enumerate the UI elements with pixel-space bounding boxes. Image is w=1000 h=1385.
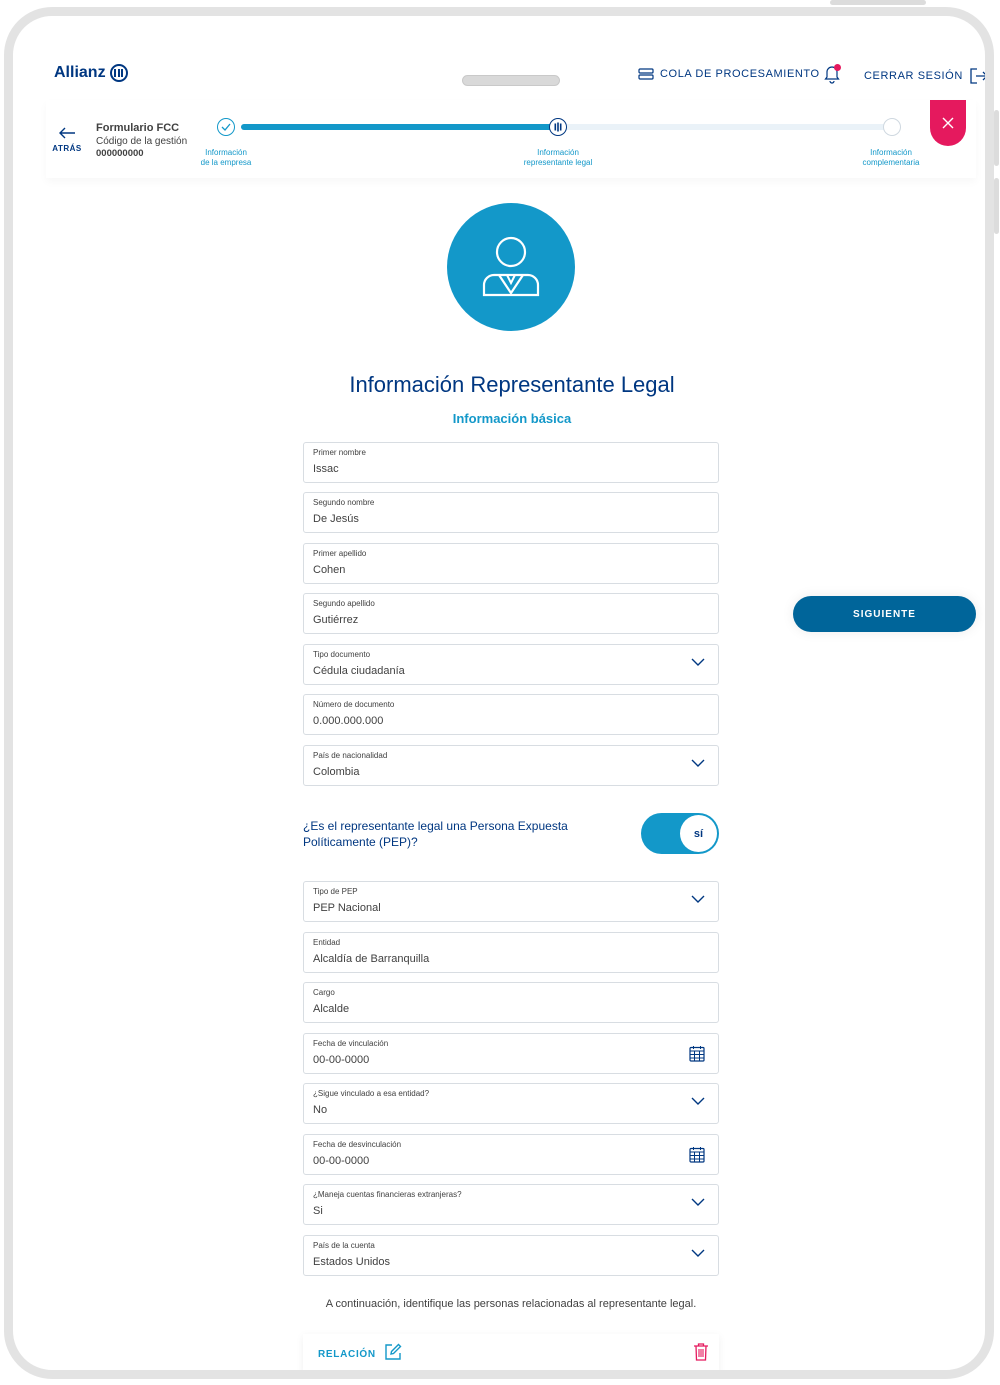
position-field[interactable] (303, 982, 719, 1023)
field-label: País de la cuenta (313, 1241, 375, 1250)
nationality-select[interactable] (303, 745, 719, 786)
close-form-button[interactable] (930, 100, 966, 146)
start-date-field[interactable] (303, 1033, 719, 1074)
step-legal-representative[interactable] (549, 118, 567, 136)
second-name-field[interactable] (303, 492, 719, 533)
field-value: 00-00-0000 (313, 1155, 370, 1167)
notification-badge (834, 64, 841, 71)
entity-field[interactable] (303, 932, 719, 973)
chevron-down-icon (691, 894, 705, 904)
still-linked-select[interactable] (303, 1083, 719, 1124)
logout-link[interactable] (864, 68, 989, 84)
allianz-eagle-icon (552, 121, 564, 133)
representative-avatar (447, 203, 575, 331)
logout-label: CERRAR SESIÓN (864, 70, 963, 82)
field-value: 00-00-0000 (313, 1054, 370, 1066)
pep-question: ¿Es el representante legal una Persona Expuesta Políticamente (PEP)? (303, 819, 568, 849)
field-value: Estados Unidos (313, 1256, 391, 1268)
arrow-left-icon (58, 126, 76, 140)
field-label: País de nacionalidad (313, 751, 388, 760)
field-value: Gutiérrez (313, 614, 359, 626)
field-value: Cédula ciudadanía (313, 665, 405, 677)
foreign-accounts-select[interactable] (303, 1184, 719, 1225)
chevron-down-icon (691, 657, 705, 667)
field-value: Alcalde (313, 1003, 350, 1015)
field-label: Primer nombre (313, 448, 366, 457)
back-label: ATRÁS (52, 144, 82, 153)
chevron-down-icon (691, 1197, 705, 1207)
step-complementary-info[interactable] (883, 118, 901, 136)
field-label: Cargo (313, 988, 335, 997)
field-label: ¿Maneja cuentas financieras extranjeras? (313, 1190, 462, 1199)
page-title: Información Representante Legal (349, 372, 675, 397)
form-title: Formulario FCC (96, 122, 180, 134)
form-stepper-bar (46, 100, 976, 178)
document-type-select[interactable] (303, 644, 719, 685)
management-code-value: 000000000 (96, 148, 144, 159)
pep-toggle[interactable] (641, 813, 719, 854)
processing-queue-link[interactable] (638, 68, 820, 80)
step-label-complementary (836, 148, 946, 168)
section-title: Información básica (452, 411, 572, 426)
tablet-frame (4, 7, 994, 1379)
relation-item (303, 1334, 719, 1374)
trash-icon[interactable] (693, 1342, 709, 1362)
back-button[interactable] (51, 126, 83, 153)
field-value: No (313, 1104, 328, 1116)
tablet-side-button (994, 110, 999, 166)
step-label-line: Información (870, 148, 912, 157)
field-label: Tipo documento (313, 650, 371, 659)
chevron-down-icon (691, 1248, 705, 1258)
next-button[interactable]: SIGUIENTE (793, 596, 976, 632)
second-surname-field[interactable] (303, 593, 719, 634)
field-label: Tipo de PEP (313, 887, 358, 896)
app-screen (26, 32, 994, 1379)
step-label-line: representante legal (523, 158, 593, 167)
relation-label: RELACIÓN (318, 1349, 376, 1360)
close-icon (942, 117, 954, 129)
tablet-side-button (994, 178, 999, 234)
step-label-line: Información (205, 148, 247, 157)
calendar-icon[interactable] (689, 1045, 705, 1062)
step-label-company (171, 148, 281, 168)
field-label: Segundo nombre (313, 498, 375, 507)
field-label: Entidad (313, 938, 341, 947)
field-value: Colombia (313, 766, 360, 778)
allianz-logo[interactable] (54, 64, 128, 82)
toggle-knob (680, 815, 717, 852)
step-label-representative (503, 148, 613, 168)
field-value: 0.000.000.000 (313, 715, 384, 727)
calendar-icon[interactable] (689, 1146, 705, 1163)
first-name-field[interactable] (303, 442, 719, 483)
field-value: Cohen (313, 564, 346, 576)
field-label: Fecha de desvinculación (313, 1140, 402, 1149)
person-tie-icon (481, 235, 541, 299)
related-persons-note: A continuación, identifique las personas relacionadas al representante legal. (325, 1298, 697, 1310)
tablet-top-button (830, 0, 926, 5)
check-icon (221, 123, 231, 131)
step-label-line: Información (537, 148, 579, 157)
field-value: De Jesús (313, 513, 359, 525)
field-label: Segundo apellido (313, 599, 375, 608)
field-value: Issac (313, 463, 339, 475)
field-label: Fecha de vinculación (313, 1039, 389, 1048)
field-label: Número de documento (313, 700, 395, 709)
account-country-select[interactable] (303, 1235, 719, 1276)
end-date-field[interactable] (303, 1134, 719, 1175)
field-value: Alcaldía de Barranquilla (313, 953, 430, 965)
field-label: Primer apellido (313, 549, 367, 558)
field-value: PEP Nacional (313, 902, 381, 914)
queue-icon (638, 68, 654, 80)
step-company-info[interactable] (217, 118, 235, 136)
management-code-label: Código de la gestión (96, 136, 188, 147)
step-label-line: complementaria (862, 158, 920, 167)
document-number-field[interactable] (303, 694, 719, 735)
edit-icon[interactable] (383, 1342, 403, 1362)
field-value: Si (313, 1205, 323, 1217)
tablet-speaker (462, 75, 560, 86)
app-header (26, 32, 994, 100)
allianz-eagle-icon (110, 64, 128, 82)
first-surname-field[interactable] (303, 543, 719, 584)
toggle-label: sí (693, 827, 704, 840)
logout-icon (969, 68, 989, 84)
chevron-down-icon (691, 1096, 705, 1106)
brand-name: Allianz (54, 64, 106, 81)
notifications-button[interactable] (823, 64, 841, 84)
step-label-line: de la empresa (200, 158, 252, 167)
field-label: ¿Sigue vinculado a esa entidad? (313, 1089, 430, 1098)
chevron-down-icon (691, 758, 705, 768)
progress-fill (241, 124, 553, 130)
processing-queue-label: COLA DE PROCESAMIENTO (660, 68, 820, 80)
pep-type-select[interactable] (303, 881, 719, 922)
